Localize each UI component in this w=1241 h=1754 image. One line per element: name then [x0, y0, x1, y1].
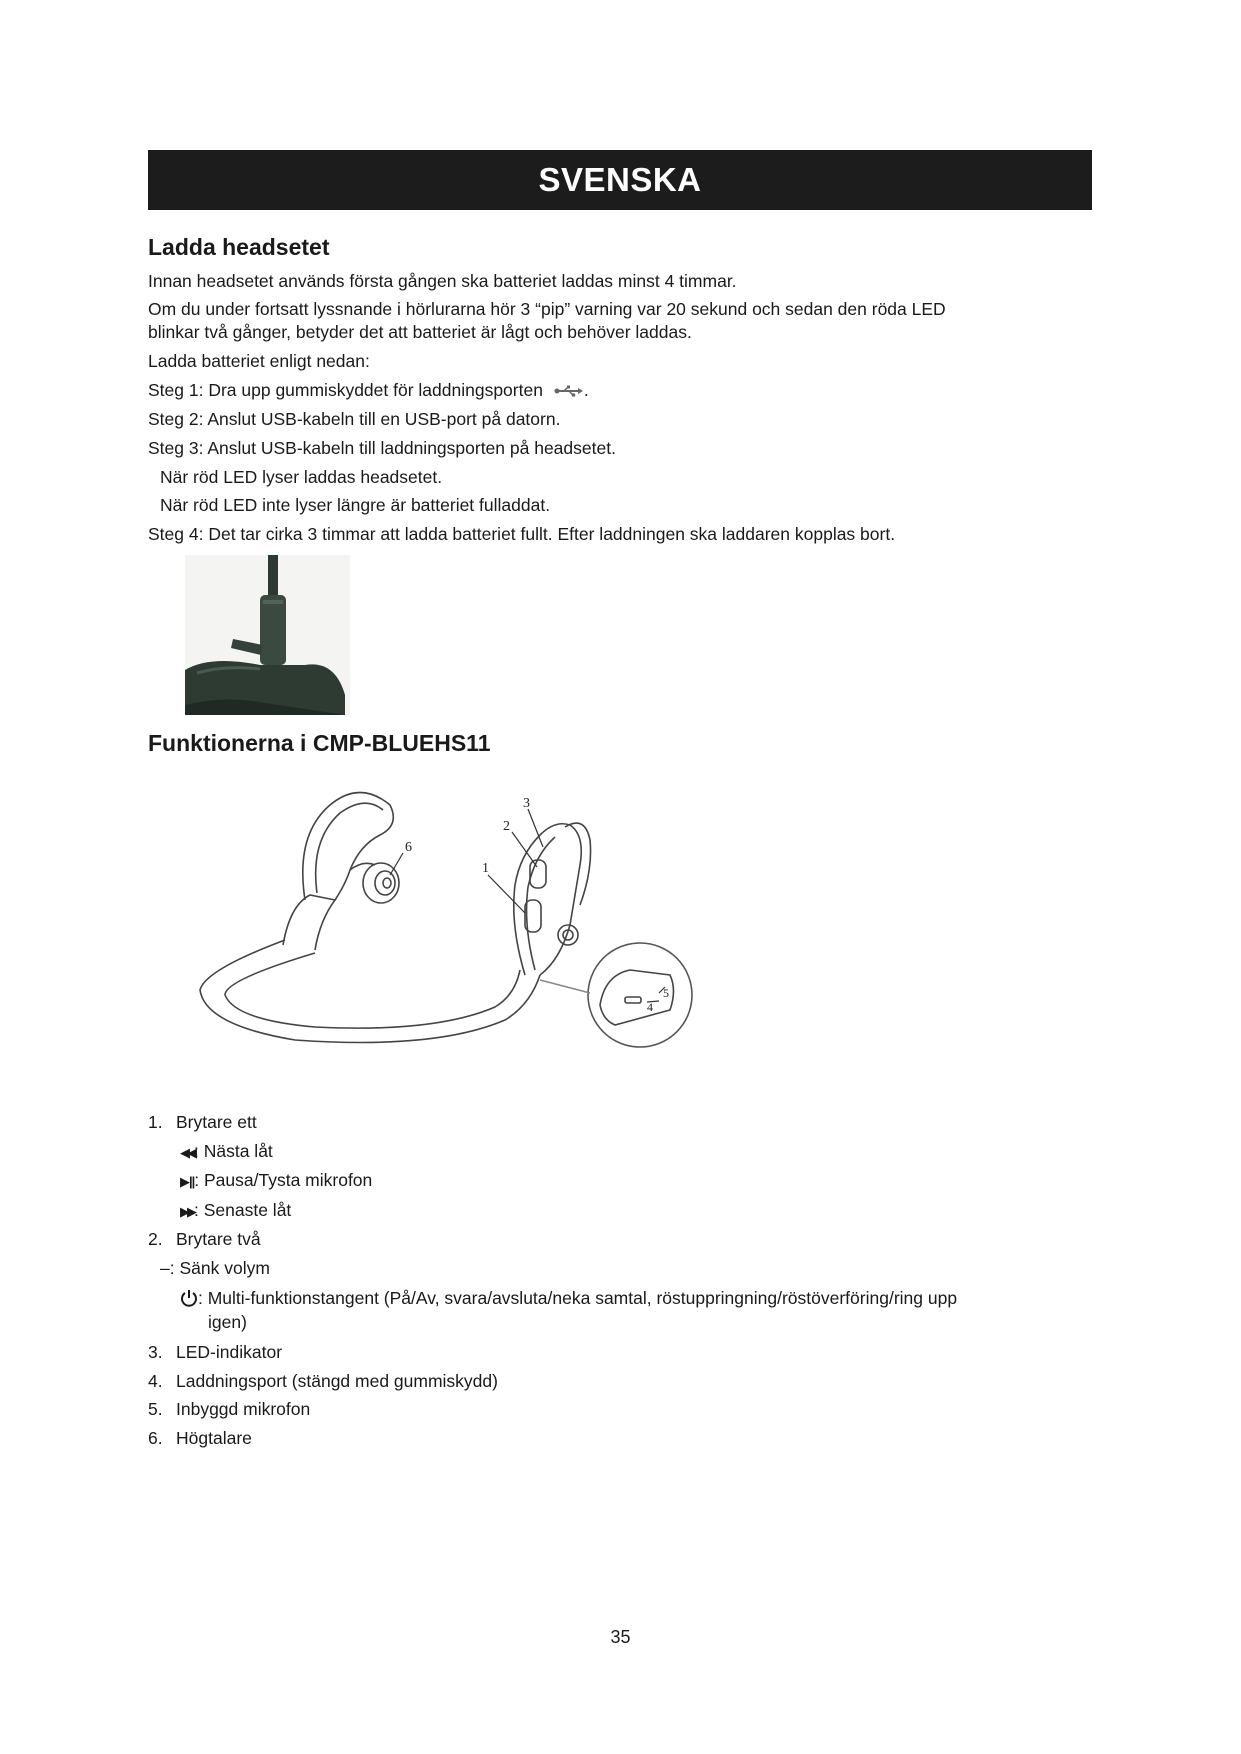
callout-4: 4 [647, 1000, 653, 1014]
language-banner [148, 150, 1092, 210]
charge-instructions-lead: Ladda batteriet enligt nedan: [148, 351, 370, 371]
play-pause-icon: ▶|| [180, 1174, 195, 1189]
step-3-led-off: När röd LED inte lyser längre är batteriet fulladdat. [160, 495, 551, 515]
fast-forward-icon: ▶▶ [180, 1204, 194, 1219]
callout-6: 6 [405, 840, 412, 855]
warning-line-2: blinkar två gånger, betyder det att batteriet är lågt och behöver laddas. [148, 322, 692, 342]
charge-section-title: Ladda headsetet [148, 234, 330, 260]
list-item: 5. Inbyggd mikrofon [148, 1399, 311, 1419]
callout-2: 2 [503, 819, 510, 834]
warning-line-1: Om du under fortsatt lyssnande i hörlurarna hör 3 “pip” varning var 20 sekund och sedan den röda LED [148, 299, 946, 319]
list-item: 6. Högtalare [148, 1428, 252, 1448]
language-title: SVENSKA [538, 161, 702, 198]
step-3-led-on: När röd LED lyser laddas headsetet. [160, 467, 443, 487]
callout-1: 1 [482, 861, 489, 876]
step-2: Steg 2: Anslut USB-kabeln till en USB-port på datorn. [148, 409, 561, 429]
headset-diagram [185, 775, 705, 1050]
charge-intro: Innan headsetet används första gången ska batteriet laddas minst 4 timmar. [148, 271, 737, 291]
list-item: ▶||: Pausa/Tysta mikrofon [180, 1170, 373, 1190]
rewind-icon: ◀◀ [180, 1145, 194, 1160]
list-item: –: Sänk volym [160, 1258, 270, 1278]
step-1-text: Steg 1: Dra upp gummiskyddet för laddningsporten [148, 380, 543, 400]
callout-3: 3 [523, 796, 530, 811]
page-number: 35 [610, 1627, 631, 1647]
list-item: ◀◀: Nästa låt [180, 1141, 273, 1161]
usb-icon [554, 384, 584, 398]
functions-section-title: Funktionerna i CMP-BLUEHS11 [148, 730, 491, 756]
list-item: 4. Laddningsport (stängd med gummiskydd) [148, 1371, 498, 1391]
callout-5: 5 [663, 986, 669, 1000]
step-3: Steg 3: Anslut USB-kabeln till laddningsporten på headsetet. [148, 438, 616, 458]
list-item: : Multi-funktionstangent (På/Av, svara/avsluta/neka samtal, röstuppringning/röstöverföring/ring upp [180, 1288, 957, 1309]
step-4: Steg 4: Det tar cirka 3 timmar att ladda batteriet fullt. Efter laddningen ska laddaren kopplas bort. [148, 524, 896, 544]
step-1-end: . [583, 380, 589, 400]
step-1 [148, 379, 1078, 402]
power-icon [180, 1289, 198, 1307]
usb-charging-photo [185, 555, 350, 715]
list-item: 3. LED-indikator [148, 1342, 283, 1362]
list-item-continuation: igen) [208, 1312, 247, 1332]
list-item: ▶▶: Senaste låt [180, 1200, 292, 1220]
list-item: 1. Brytare ett [148, 1112, 257, 1132]
list-item: 2. Brytare två [148, 1229, 261, 1249]
